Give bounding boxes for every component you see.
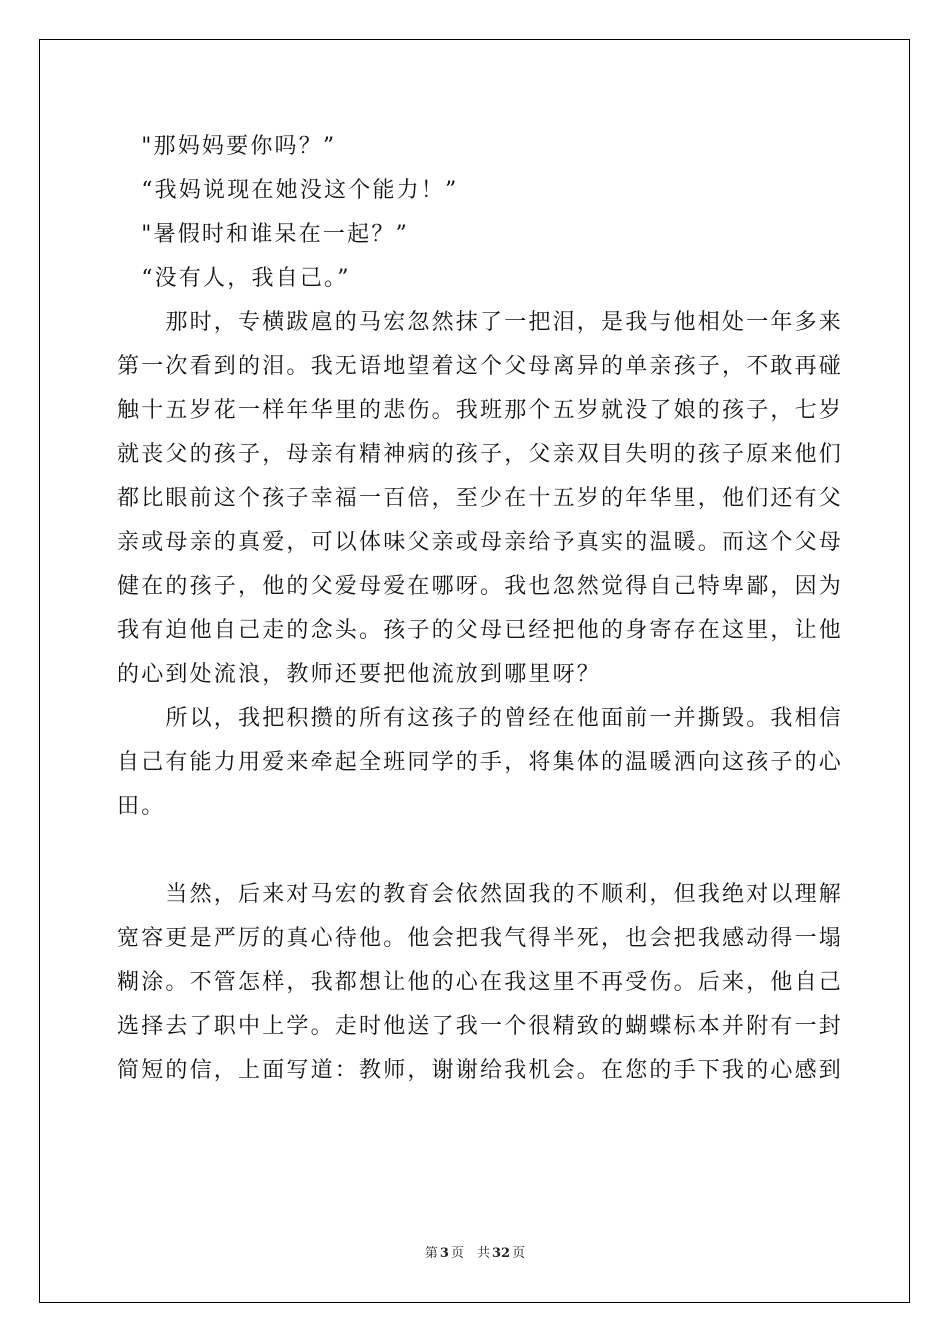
text-line: “没有人，我自己。”	[117, 266, 351, 291]
page-footer	[0, 1242, 950, 1261]
text-line: 的心到处流浪，教师还要把他流放到哪里呀？	[117, 662, 602, 687]
text-line: 当然，后来对马宏的教育会依然固我的不顺利，但我绝对以理解	[117, 882, 844, 907]
text-line: 简短的信，上面写道：教师，谢谢给我机会。在您的手下我的心感到	[117, 1058, 844, 1083]
text-line: 宽容更是严厉的真心待他。他会把我气得半死，也会把我感动得一塌	[117, 926, 844, 951]
text-line: “我妈说现在她没这个能力！”	[117, 178, 459, 203]
page-total: 32	[491, 1246, 511, 1261]
text-line: 田。	[117, 794, 166, 819]
text-line: 触十五岁花一样年华里的悲伤。我班那个五岁就没了娘的孩子，七岁	[117, 398, 844, 423]
text-line: "暑假时和谁呆在一起？”	[117, 222, 409, 247]
text-line: 亲或母亲的真爱，可以体味父亲或母亲给予真实的温暖。而这个父母	[117, 530, 844, 555]
text-line: 糊涂。不管怎样，我都想让他的心在我这里不再受伤。后来，他自己	[117, 970, 844, 995]
text-line: 第一次看到的泪。我无语地望着这个父母离异的单亲孩子，不敢再碰	[117, 354, 844, 379]
text-line: 选择去了职中上学。走时他送了我一个很精致的蝴蝶标本并附有一封	[117, 1014, 844, 1039]
text-line: 那时，专横跋扈的马宏忽然抹了一把泪，是我与他相处一年多来	[117, 310, 844, 335]
page-number: 3	[439, 1246, 449, 1261]
text-line: 我有迫他自己走的念头。孩子的父母已经把他的身寄存在这里，让他	[117, 618, 844, 643]
text-line: "那妈妈要你吗？”	[117, 134, 337, 159]
paragraph-gap	[117, 829, 833, 873]
document-body	[117, 125, 844, 1093]
text-line: 自己有能力用爱来牵起全班同学的手，将集体的温暖洒向这孩子的心	[117, 750, 844, 775]
text-line: 都比眼前这个孩子幸福一百倍，至少在十五岁的年华里，他们还有父	[117, 486, 844, 511]
page-mid: 页 共	[450, 1246, 490, 1261]
page-prefix: 第	[424, 1246, 438, 1261]
text-line: 就丧父的孩子，母亲有精神病的孩子，父亲双目失明的孩子原来他们	[117, 442, 844, 467]
page-suffix: 页	[512, 1246, 526, 1261]
text-line: 健在的孩子，他的父爱母爱在哪呀。我也忽然觉得自己特卑鄙，因为	[117, 574, 844, 599]
text-line: 所以，我把积攒的所有这孩子的曾经在他面前一并撕毁。我相信	[117, 706, 844, 731]
